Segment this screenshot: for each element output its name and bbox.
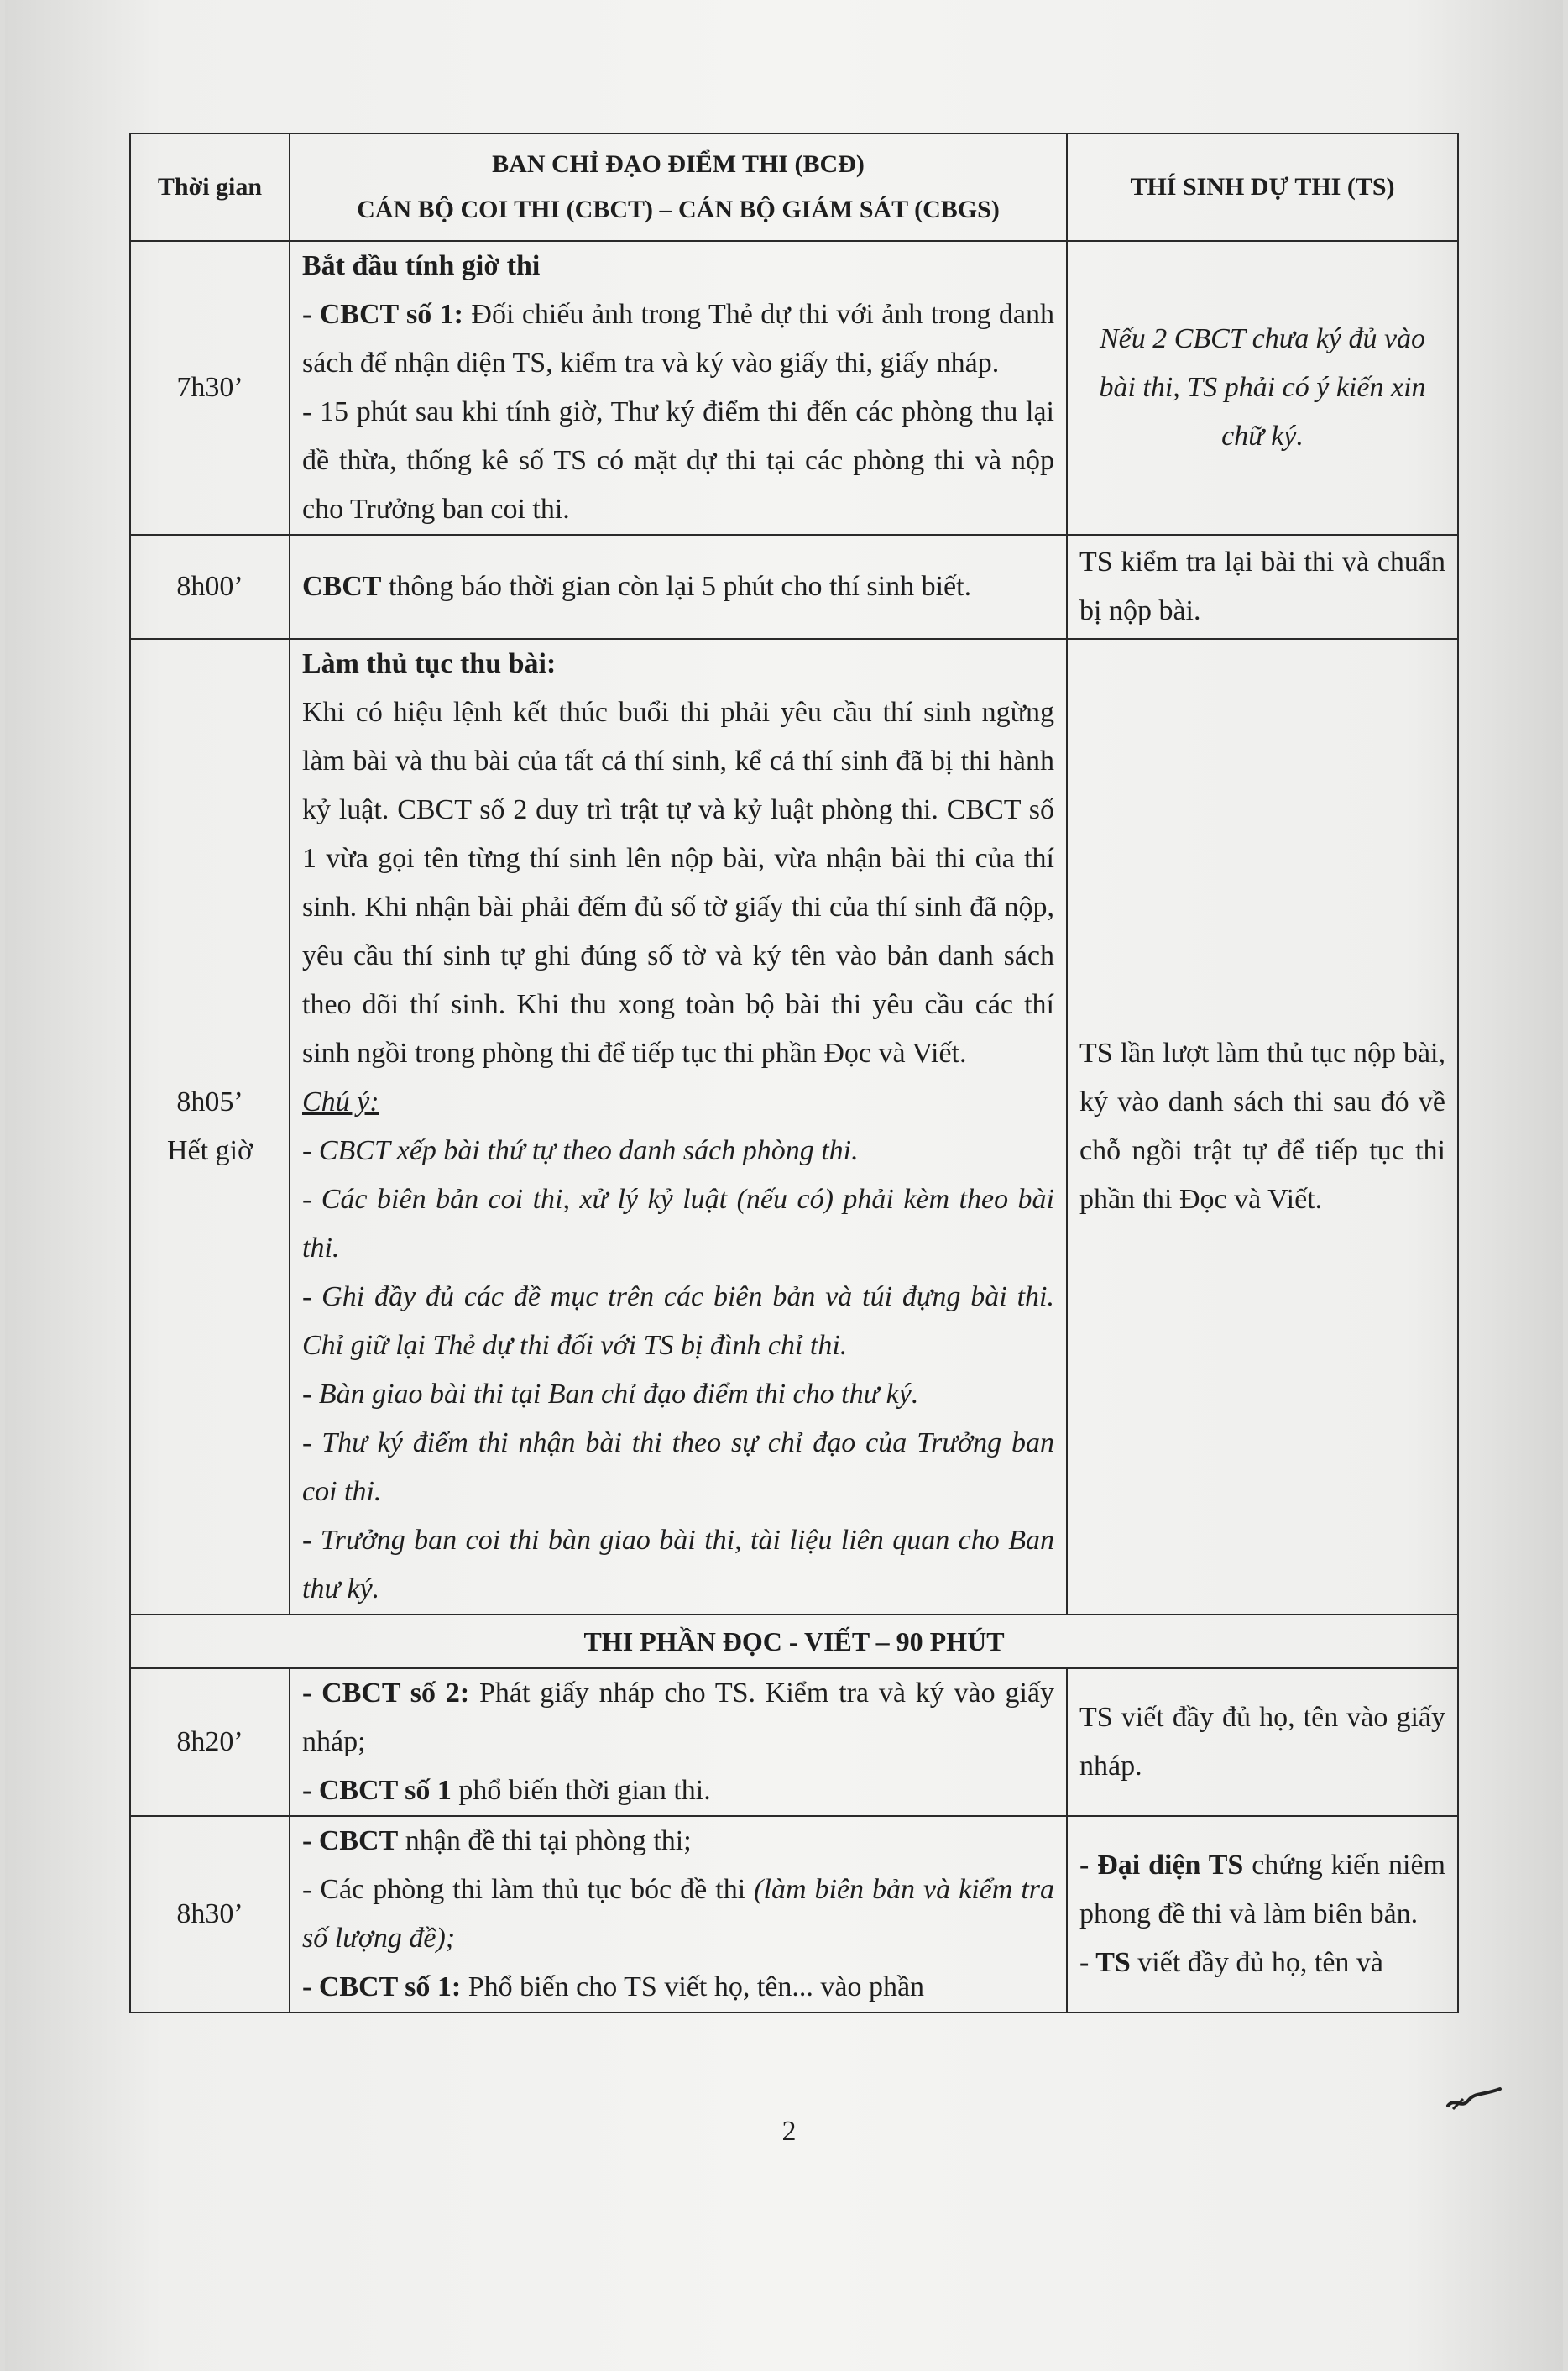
header-candidate: THÍ SINH DỰ THI (TS)	[1067, 133, 1458, 241]
activity-text: Đối chiếu ảnh trong Thẻ dự thi với ảnh trong danh sách để nhận diện TS, kiểm tra và ký vào giấy thi, giấy nháp.	[302, 299, 1054, 379]
pen-mark-icon	[1445, 2081, 1503, 2114]
activity-cell	[290, 535, 1067, 639]
time-cell: 8h00’	[130, 535, 290, 639]
header-board-line2: CÁN BỘ COI THI (CBCT) – CÁN BỘ GIÁM SÁT (CBGS)	[357, 196, 1000, 223]
candidate-text: viết đầy đủ họ, tên và	[1130, 1947, 1383, 1978]
activity-text: Phát giấy nháp cho TS. Kiểm tra và ký vào giấy nháp;	[302, 1677, 1055, 1757]
table-row	[130, 1816, 1458, 2012]
activity-title: Bắt đầu tính giờ thi	[302, 250, 541, 281]
note-item: - Ghi đầy đủ các đề mục trên các biên bản và túi đựng bài thi. Chỉ giữ lại Thẻ dự thi đối với TS bị đình chỉ thi.	[302, 1281, 1054, 1361]
activity-paragraph	[302, 1817, 1054, 1866]
activity-paragraph	[302, 290, 1054, 388]
table-row	[130, 241, 1458, 535]
activity-text: - Các phòng thi làm thủ tục bóc đề thi	[302, 1874, 755, 1905]
candidate-paragraph	[1079, 1939, 1445, 1987]
activity-cell	[290, 241, 1067, 535]
activity-paragraph	[302, 1669, 1054, 1766]
candidate-cell	[1067, 1816, 1458, 2012]
table-row	[130, 535, 1458, 639]
time-cell: 8h20’	[130, 1668, 290, 1816]
activity-cell	[290, 639, 1067, 1615]
activity-text: thông báo thời gian còn lại 5 phút cho thí sinh biết.	[381, 571, 972, 602]
note-item: - Trưởng ban coi thi bàn giao bài thi, tài liệu liên quan cho Ban thư ký.	[302, 1525, 1054, 1604]
activity-paragraph	[302, 1866, 1054, 1963]
note-item: - Bàn giao bài thi tại Ban chỉ đạo điểm thi cho thư ký.	[302, 1379, 919, 1410]
header-board	[290, 133, 1067, 241]
activity-note: (làm biên bản và kiểm tra số lượng đề);	[302, 1874, 1055, 1954]
candidate-cell: TS viết đầy đủ họ, tên vào giấy nháp.	[1067, 1668, 1458, 1816]
time-cell: 8h30’	[130, 1816, 290, 2012]
note-item: - CBCT xếp bài thứ tự theo danh sách phòng thi.	[302, 1135, 859, 1166]
paper-sheet	[5, 0, 1563, 2371]
time-end-label: Hết giờ	[166, 1135, 253, 1166]
candidate-text: chứng kiến niêm phong đề thi và làm biên bản.	[1079, 1850, 1445, 1929]
role-label: - CBCT số 1:	[302, 1971, 462, 2002]
candidate-cell: TS lần lượt làm thủ tục nộp bài, ký vào danh sách thi sau đó về chỗ ngồi trật tự để tiếp tục thi phần thi Đọc và Viết.	[1067, 639, 1458, 1615]
note-label: Chú ý:	[302, 1086, 379, 1117]
table-row	[130, 1668, 1458, 1816]
role-label: CBCT	[302, 571, 382, 602]
activity-paragraph	[302, 1963, 1054, 2012]
section-title: THI PHẦN ĐỌC - VIẾT – 90 PHÚT	[130, 1615, 1458, 1668]
role-label: - CBCT số 1:	[302, 299, 463, 330]
section-row	[130, 1615, 1458, 1668]
activity-title: Làm thủ tục thu bài:	[302, 648, 557, 679]
role-label: - Đại diện TS	[1079, 1850, 1244, 1881]
header-time: Thời gian	[130, 133, 290, 241]
role-label: - TS	[1079, 1947, 1131, 1978]
role-label: - CBCT số 1	[302, 1775, 452, 1806]
activity-text: phổ biến thời gian thi.	[451, 1775, 711, 1806]
time-cell: 7h30’	[130, 241, 290, 535]
header-board-line1: BAN CHỈ ĐẠO ĐIỂM THI (BCĐ)	[492, 150, 865, 178]
role-label: - CBCT	[302, 1825, 399, 1856]
candidate-cell: Nếu 2 CBCT chưa ký đủ vào bài thi, TS phải có ý kiến xin chữ ký.	[1067, 241, 1458, 535]
schedule-table	[129, 133, 1459, 2013]
role-label: - CBCT số 2:	[302, 1677, 470, 1709]
time-value: 8h05’	[176, 1086, 243, 1117]
page-number: 2	[781, 2116, 797, 2147]
activity-paragraph: Khi có hiệu lệnh kết thúc buổi thi phải yêu cầu thí sinh ngừng làm bài và thu bài của tất cả thí sinh, kể cả thí sinh đã bị thi hành kỷ luật. CBCT số 2 duy trì trật tự và kỷ luật phòng thi. CBCT số 1 vừa gọi tên từng thí sinh lên nộp bài, vừa nhận bài thi của thí sinh. Khi nhận bài phải đếm đủ số tờ giấy thi của thí sinh đã nộp, yêu cầu thí sinh tự ghi đúng số tờ và ký tên vào bản danh sách theo dõi thí sinh. Khi thu xong toàn bộ bài thi yêu cầu các thí sinh ngồi trong phòng thi để tiếp tục thi phần Đọc và Viết.	[302, 697, 1054, 1069]
candidate-paragraph	[1079, 1841, 1445, 1939]
activity-paragraph	[302, 1766, 1054, 1815]
activity-cell	[290, 1816, 1067, 2012]
activity-text: Phổ biến cho TS viết họ, tên... vào phần	[461, 1971, 925, 2002]
activity-text: nhận đề thi tại phòng thi;	[398, 1825, 692, 1856]
activity-paragraph: - 15 phút sau khi tính giờ, Thư ký điểm thi đến các phòng thu lại đề thừa, thống kê số TS có mặt dự thi tại các phòng thi và nộp cho Trưởng ban coi thi.	[302, 396, 1054, 525]
candidate-cell: TS kiểm tra lại bài thi và chuẩn bị nộp bài.	[1067, 535, 1458, 639]
table-row	[130, 639, 1458, 1615]
table-header-row	[130, 133, 1458, 241]
note-item: - Các biên bản coi thi, xử lý kỷ luật (nếu có) phải kèm theo bài thi.	[302, 1184, 1054, 1264]
activity-cell	[290, 1668, 1067, 1816]
time-cell	[130, 639, 290, 1615]
note-item: - Thư ký điểm thi nhận bài thi theo sự chỉ đạo của Trưởng ban coi thi.	[302, 1427, 1054, 1507]
